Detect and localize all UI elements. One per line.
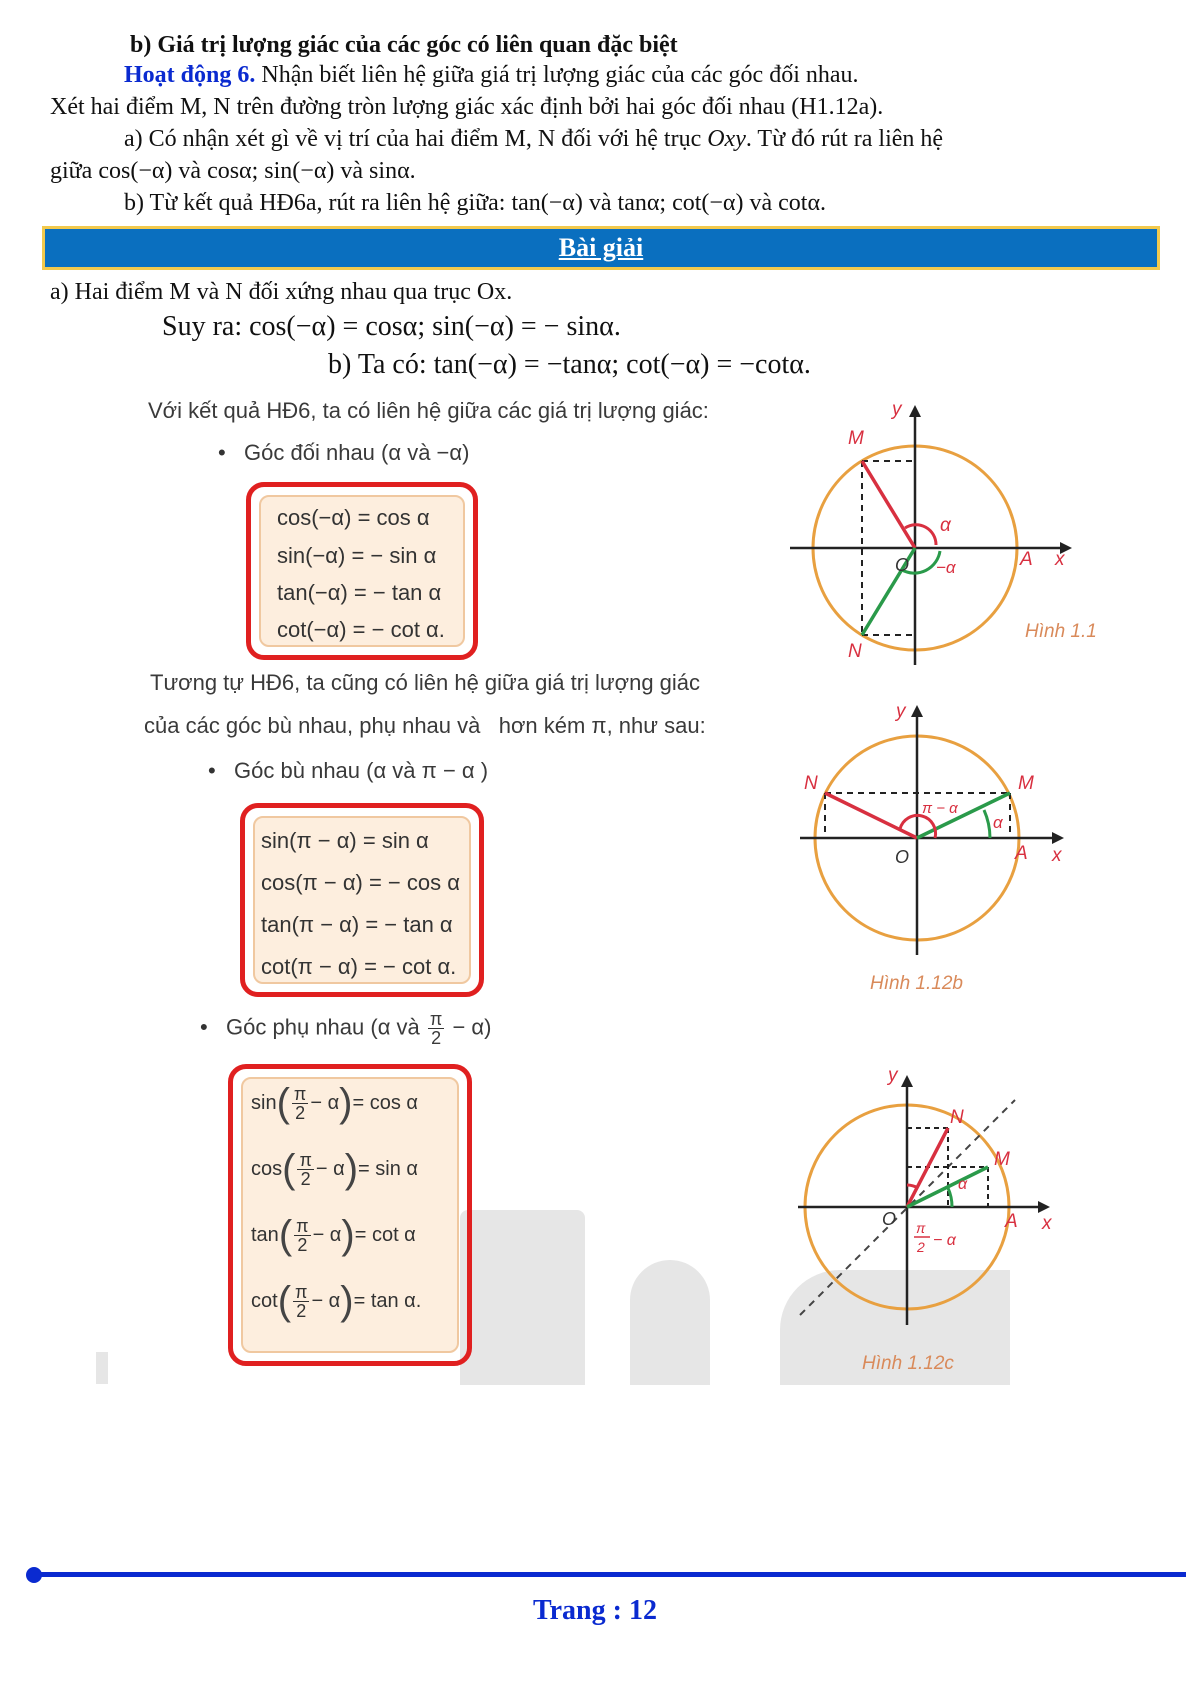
paren-open: (: [282, 1147, 296, 1191]
problem-line-2: Xét hai điểm M, N trên đường tròn lượng giác xác định bởi hai góc đối nhau (H1.12a).: [50, 94, 884, 120]
formula-line: cot(π − α) = − cot α.: [261, 954, 457, 979]
y-axis-arrow: [909, 405, 921, 417]
section-heading: b) Giá trị lượng giác của các góc có liên quan đặc biệt: [130, 32, 678, 58]
label-y: y: [888, 1065, 898, 1086]
problem-line-4: giữa cos(−α) và cosα; sin(−α) và sinα.: [50, 158, 416, 184]
formula-line: tan(π − α) = − tan α: [261, 912, 453, 937]
formula-line: [251, 1213, 416, 1258]
solution-a: a) Hai điểm M và N đối xứng nhau qua trục Ox.: [50, 279, 513, 305]
label-pi: π: [916, 1220, 926, 1236]
frac-den: 2: [295, 1103, 306, 1123]
frac-den: 2: [296, 1301, 307, 1321]
x-axis-arrow: [1052, 832, 1064, 844]
frac-num: π: [293, 1084, 307, 1104]
watermark-block: [630, 1260, 710, 1385]
similar-line-1: Tương tự HĐ6, ta cũng có liên hệ giữa giá trị lượng giác: [150, 670, 701, 695]
bullet-opposite-label: Góc đối nhau (α và −α): [244, 440, 470, 465]
bullet-dot: •: [200, 1014, 208, 1040]
figure-caption: Hình 1.12c: [862, 1353, 954, 1374]
label-x: x: [1055, 549, 1065, 570]
fraction-pi-over-2: [294, 1217, 310, 1254]
label-half-pi-minus-alpha: − α: [933, 1232, 956, 1249]
fraction-pi-over-2: [297, 1151, 313, 1188]
label-A: A: [1015, 843, 1028, 864]
bullet-dot: •: [208, 758, 216, 783]
bullet-opposite: [218, 440, 469, 466]
fraction-pi-over-2: [428, 1010, 444, 1047]
paren-close: ): [344, 1147, 359, 1191]
paren-close: ): [339, 1081, 353, 1125]
label-M: M: [848, 428, 864, 449]
label-N: N: [848, 641, 862, 662]
solution-title: Bài giải: [558, 233, 644, 262]
watermark-block: [460, 1210, 585, 1385]
label-pi-minus-alpha: π − α: [922, 800, 958, 817]
angle-alpha-arc: [984, 810, 990, 838]
label-N: N: [950, 1107, 964, 1128]
line3-part-a: a) Có nhận xét gì về vị trí của hai điểm M, N đối với hệ trục: [124, 126, 702, 152]
y-axis-arrow: [901, 1075, 913, 1087]
minus-alpha: − α: [310, 1091, 340, 1114]
figure-supplementary-angles: [790, 695, 1090, 995]
bullet-complementary-tail: − α): [452, 1014, 492, 1040]
frac-num: π: [295, 1282, 308, 1302]
formula-line: sin(π − α) = sin α: [261, 828, 429, 853]
fraction-pi-over-2: [293, 1283, 309, 1320]
formula-rhs: = tan α.: [353, 1289, 422, 1312]
label-y: y: [892, 399, 902, 420]
frac-den: 2: [300, 1169, 311, 1189]
label-M: M: [1018, 773, 1034, 794]
label-two: 2: [917, 1239, 925, 1255]
fn-name: sin: [251, 1091, 277, 1114]
bullet-dot: •: [218, 440, 226, 465]
label-O: O: [895, 555, 910, 575]
formula-line: sin(−α) = − sin α: [277, 543, 437, 568]
similar-line-2: của các góc bù nhau, phụ nhau và hơn kém π, như sau:: [144, 713, 706, 738]
paren-open: (: [276, 1081, 290, 1125]
frac-num: π: [299, 1150, 312, 1170]
x-axis-arrow: [1038, 1201, 1050, 1213]
bullet-complementary: [200, 1010, 491, 1060]
figure-caption: Hình 1.12b: [870, 973, 963, 994]
label-alpha: α: [940, 515, 951, 536]
book-intro: Với kết quả HĐ6, ta có liên hệ giữa các giá trị lượng giác:: [148, 398, 709, 423]
formula-box-opposite: [246, 482, 478, 660]
minus-alpha: − α: [311, 1289, 341, 1312]
label-x: x: [1052, 845, 1062, 866]
formula-line: [251, 1081, 418, 1126]
formula-line: cot(−α) = − cot α.: [277, 617, 445, 642]
label-O: O: [882, 1209, 897, 1229]
frac-den: 2: [431, 1028, 442, 1048]
formula-rhs: = cot α: [354, 1223, 416, 1246]
formula-rhs: = sin α: [358, 1157, 418, 1180]
fn-name: cot: [251, 1289, 278, 1312]
figure-caption: Hình 1.1: [1025, 621, 1097, 642]
footer-rule: [36, 1572, 1186, 1577]
paren-close: ): [341, 1213, 355, 1257]
bullet-supplementary: [208, 758, 488, 784]
paren-open: (: [277, 1279, 292, 1323]
label-A: A: [1020, 549, 1033, 570]
paren-open: (: [278, 1213, 293, 1257]
radius-ON: [825, 793, 917, 838]
activity-label: Hoạt động 6.: [124, 62, 256, 88]
problem-line-5: b) Từ kết quả HĐ6a, rút ra liên hệ giữa: tan(−α) và tanα; cot(−α) và cotα.: [124, 190, 827, 216]
label-y: y: [896, 701, 906, 722]
activity-line: [124, 60, 859, 90]
label-neg-alpha: −α: [936, 558, 956, 577]
label-alpha: α: [958, 1176, 968, 1193]
label-O: O: [895, 847, 910, 867]
formula-line: tan(−α) = − tan α: [277, 580, 442, 605]
solution-b: b) Ta có: tan(−α) = −tanα; cot(−α) = −cotα.: [328, 349, 811, 380]
line3-part-c: . Từ đó rút ra liên hệ: [745, 126, 944, 152]
activity-text: Nhận biết liên hệ giữa giá trị lượng giác của các góc đối nhau.: [255, 62, 859, 88]
frac-den: 2: [297, 1235, 308, 1255]
paren-close: ): [340, 1279, 354, 1323]
fn-name: cos: [251, 1157, 283, 1180]
formula-line: cos(π − α) = − cos α: [261, 870, 460, 895]
minus-alpha: − α: [315, 1157, 345, 1180]
fraction-pi-over-2: [292, 1085, 308, 1122]
label-alpha: α: [993, 813, 1003, 832]
bullet-supplementary-label: Góc bù nhau (α và π − α ): [234, 758, 489, 783]
label-x: x: [1042, 1213, 1052, 1234]
frac-num: π: [296, 1216, 309, 1236]
solution-deduce: Suy ra: cos(−α) = cosα; sin(−α) = − sinα.: [162, 311, 621, 342]
formula-rhs: = cos α: [352, 1091, 418, 1114]
frac-num: π: [429, 1009, 443, 1029]
watermark-block: [96, 1352, 108, 1384]
y-axis-arrow: [911, 705, 923, 717]
label-M: M: [994, 1149, 1010, 1170]
label-N: N: [804, 773, 818, 794]
problem-line-3: [124, 124, 943, 154]
minus-alpha: − α: [312, 1223, 342, 1246]
figure-complementary-angles: [790, 1055, 1090, 1380]
formula-box-complementary: [228, 1064, 472, 1366]
formula-line: cos(−α) = cos α: [277, 505, 430, 530]
bullet-complementary-label: Góc phụ nhau (α và: [226, 1014, 420, 1040]
figure-opposite-angles: [770, 395, 1120, 665]
fn-name: tan: [251, 1223, 279, 1246]
line3-oxy: Oxy: [707, 126, 746, 152]
page-number: Trang : 12: [533, 1595, 657, 1626]
formula-box-supplementary: [240, 803, 484, 997]
label-A: A: [1005, 1211, 1018, 1232]
radius-OM: [862, 461, 915, 548]
formula-line: [251, 1147, 418, 1192]
solution-banner: [42, 226, 1160, 270]
formula-line: [251, 1279, 421, 1324]
